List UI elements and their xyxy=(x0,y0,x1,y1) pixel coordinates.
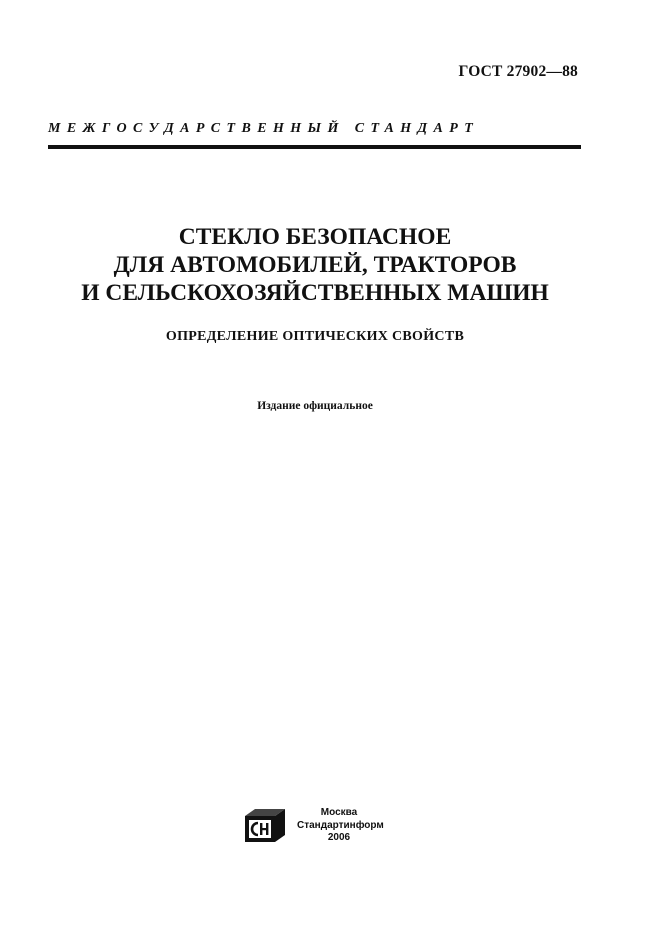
standartinform-logo-icon xyxy=(245,808,287,844)
publisher-name: Стандартинформ xyxy=(297,819,384,831)
standard-type-heading: МЕЖГОСУДАРСТВЕННЫЙ СТАНДАРТ xyxy=(48,121,480,136)
title-line-2: ДЛЯ АВТОМОБИЛЕЙ, ТРАКТОРОВ xyxy=(113,252,517,278)
edition-note: Издание официальное xyxy=(257,400,373,412)
publisher-city: Москва xyxy=(320,807,358,818)
header-divider xyxy=(48,145,581,149)
document-number: ГОСТ 27902—88 xyxy=(458,63,578,80)
document-title xyxy=(0,223,630,307)
publisher-year: 2006 xyxy=(327,832,351,843)
title-line-3: И СЕЛЬСКОХОЗЯЙСТВЕННЫХ МАШИН xyxy=(81,280,549,306)
publisher-block xyxy=(297,807,384,845)
title-line-1: СТЕКЛО БЕЗОПАСНОЕ xyxy=(178,224,452,250)
document-subtitle: ОПРЕДЕЛЕНИЕ ОПТИЧЕСКИХ СВОЙСТВ xyxy=(165,329,465,344)
